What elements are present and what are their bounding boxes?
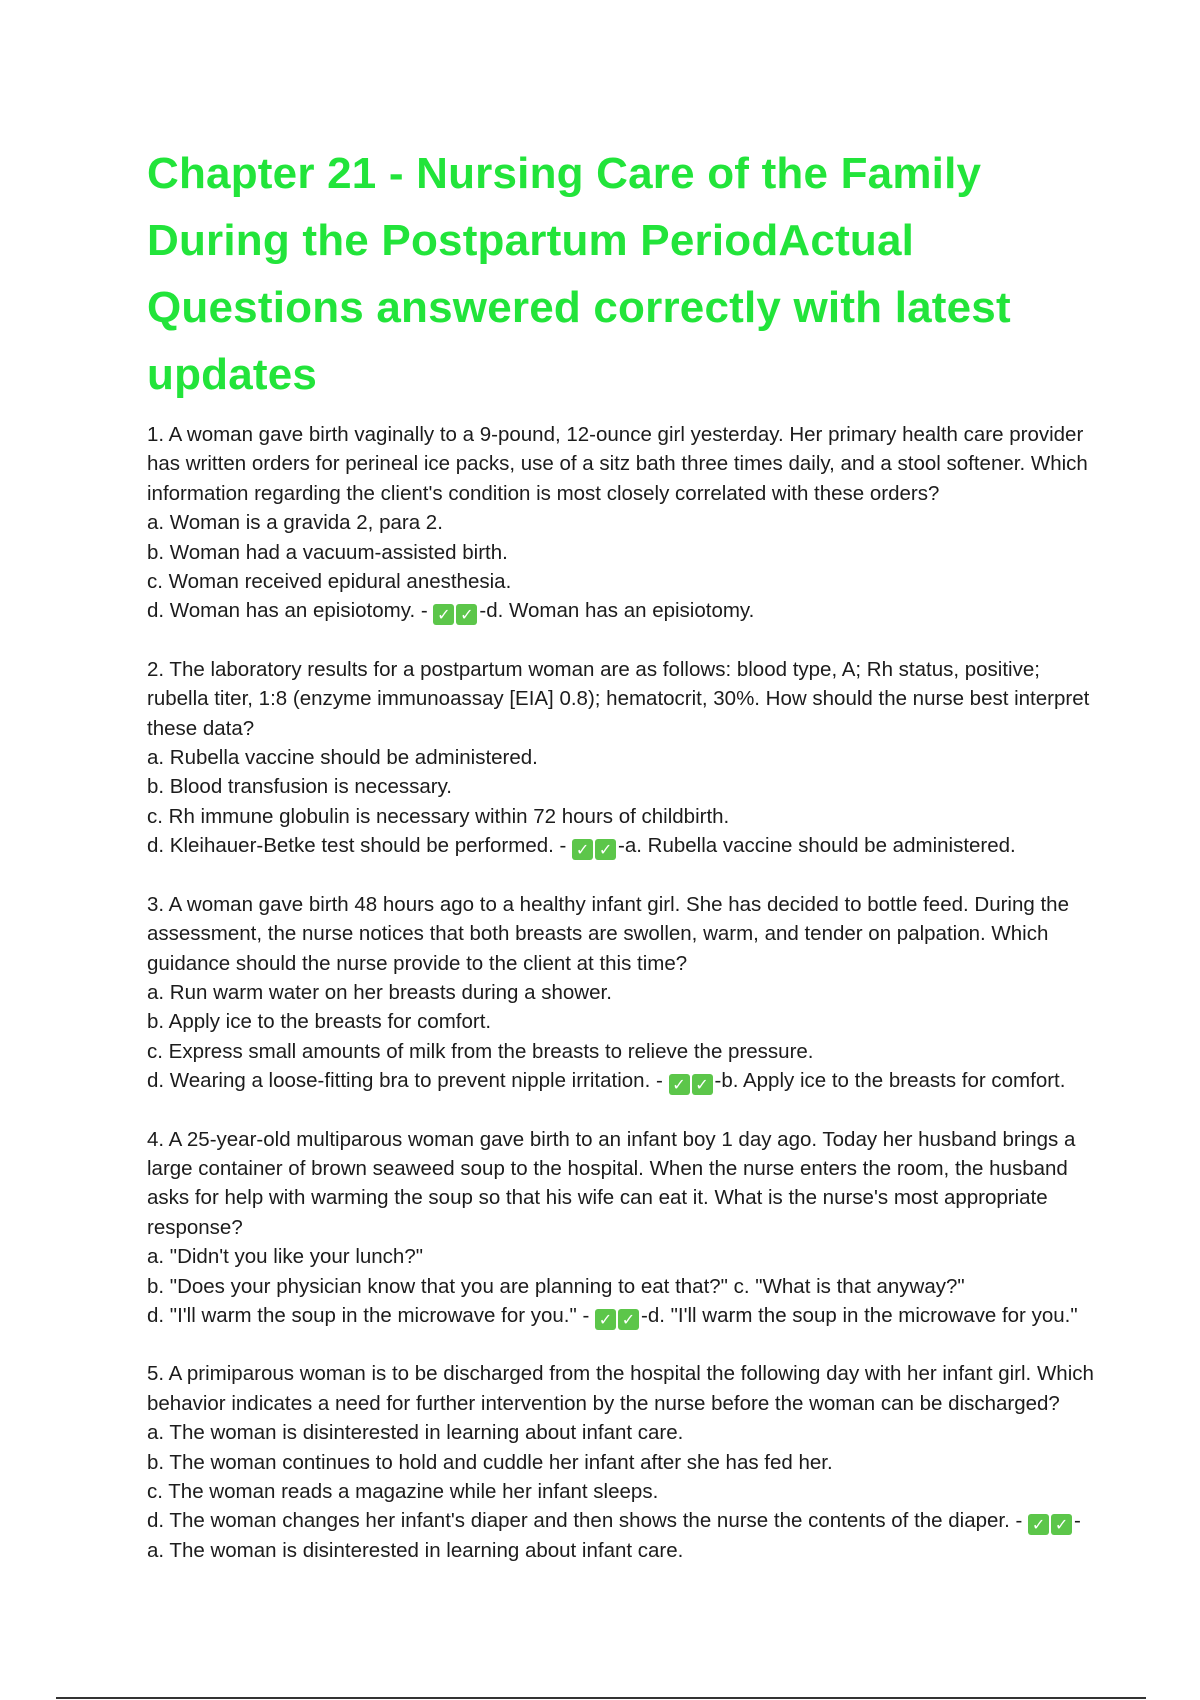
check-mark-icon: ✓ — [1051, 1514, 1072, 1535]
answer-option: a. "Didn't you like your lunch?" — [147, 1245, 423, 1269]
answer-option-text: d. Woman has an episiotomy. - — [147, 599, 434, 623]
answer-option: b. Blood transfusion is necessary. — [147, 775, 452, 799]
check-mark-icon: ✓ — [595, 1309, 616, 1330]
check-mark-icon: ✓ — [692, 1074, 713, 1095]
answer-option: b. Woman had a vacuum-assisted birth. — [147, 540, 508, 564]
answer-option: a. Woman is a gravida 2, para 2. — [147, 511, 443, 535]
answer-option: b. The woman continues to hold and cuddle her infant after she has fed her. — [147, 1450, 833, 1474]
correct-answer: -d. Woman has an episiotomy. — [479, 599, 755, 623]
answer-option: c. Express small amounts of milk from the breasts to relieve the pressure. — [147, 1039, 814, 1063]
question-stem: 1. A woman gave birth vaginally to a 9-pound, 12-ounce girl yesterday. Her primary health care provider has written orders for perineal ice packs, use of a sitz bath three times daily, and a stool softener. Which information regarding the client's condition is most closely correlated with these orders? — [147, 423, 1088, 505]
answer-option: a. Rubella vaccine should be administered. — [147, 746, 538, 770]
answer-option-text: d. The woman changes her infant's diaper and then shows the nurse the contents of the diaper. - — [147, 1509, 1029, 1533]
answer-option: c. The woman reads a magazine while her infant sleeps. — [147, 1480, 659, 1503]
question-stem: 4. A 25-year-old multiparous woman gave birth to an infant boy 1 day ago. Today her husband brings a large container of brown seaweed soup to the hospital. When the nurse enters the room, the husband asks for help with warming the soup so that his wife can eat it. What is the nurse's most appropriate response? — [147, 1127, 1076, 1239]
document-page — [147, 140, 1097, 1594]
question-list — [147, 420, 1097, 1565]
correct-answer: -a. The woman is disinterested in learning about infant care. — [147, 1509, 1081, 1562]
answer-option-with-key — [147, 596, 1097, 625]
question-block — [147, 655, 1097, 861]
document-title: Chapter 21 - Nursing Care of the Family During the Postpartum PeriodActual Questions answered correctly with latest updates — [147, 149, 1011, 399]
correct-answer: -a. Rubella vaccine should be administered. — [618, 834, 1016, 858]
check-mark-icon: ✓ — [618, 1309, 639, 1330]
check-mark-icon: ✓ — [433, 604, 454, 625]
answer-option: b. "Does your physician know that you are planning to eat that?" c. "What is that anyway?" — [147, 1274, 965, 1298]
check-mark-icon: ✓ — [669, 1074, 690, 1095]
page-bottom-rule — [56, 1697, 1146, 1699]
question-stem: 5. A primiparous woman is to be discharged from the hospital the following day with her infant girl. Which behavior indicates a need for further intervention by the nurse before the woman can be discharged? — [147, 1362, 1094, 1415]
correct-answer: -b. Apply ice to the breasts for comfort. — [714, 1069, 1066, 1093]
question-stem: 3. A woman gave birth 48 hours ago to a healthy infant girl. She has decided to bottle feed. During the assessment, the nurse notices that both breasts are swollen, warm, and tender on palpation. Which guidance should the nurse provide to the client at this time? — [147, 892, 1069, 975]
answer-option: b. Apply ice to the breasts for comfort. — [147, 1010, 492, 1034]
answer-option-with-key — [147, 1066, 1097, 1095]
answer-option-text: d. Wearing a loose-fitting bra to prevent nipple irritation. - — [147, 1069, 669, 1093]
answer-option: c. Rh immune globulin is necessary within 72 hours of childbirth. — [147, 804, 730, 828]
check-mark-icon: ✓ — [572, 839, 593, 860]
question-block — [147, 420, 1097, 626]
question-block — [147, 1359, 1097, 1565]
answer-option: a. The woman is disinterested in learning about infant care. — [147, 1421, 684, 1445]
answer-option-text: d. "I'll warm the soup in the microwave for you." - — [147, 1303, 595, 1327]
correct-answer: -d. "I'll warm the soup in the microwave for you." — [641, 1303, 1078, 1327]
answer-option-with-key — [147, 1506, 1097, 1565]
answer-option: c. Woman received epidural anesthesia. — [147, 570, 512, 594]
check-mark-icon: ✓ — [595, 839, 616, 860]
answer-option-with-key — [147, 831, 1097, 860]
answer-option: a. Run warm water on her breasts during a shower. — [147, 980, 612, 1004]
question-block — [147, 890, 1097, 1096]
check-mark-icon: ✓ — [456, 604, 477, 625]
question-stem: 2. The laboratory results for a postpartum woman are as follows: blood type, A; Rh status, positive; rubella titer, 1:8 (enzyme immunoassay [EIA] 0.8); hematocrit, 30%. How should the nurse best interpret these data? — [147, 657, 1090, 740]
check-mark-icon: ✓ — [1028, 1514, 1049, 1535]
question-block — [147, 1125, 1097, 1331]
answer-option-with-key — [147, 1301, 1097, 1330]
answer-option-text: d. Kleihauer-Betke test should be performed. - — [147, 834, 573, 858]
